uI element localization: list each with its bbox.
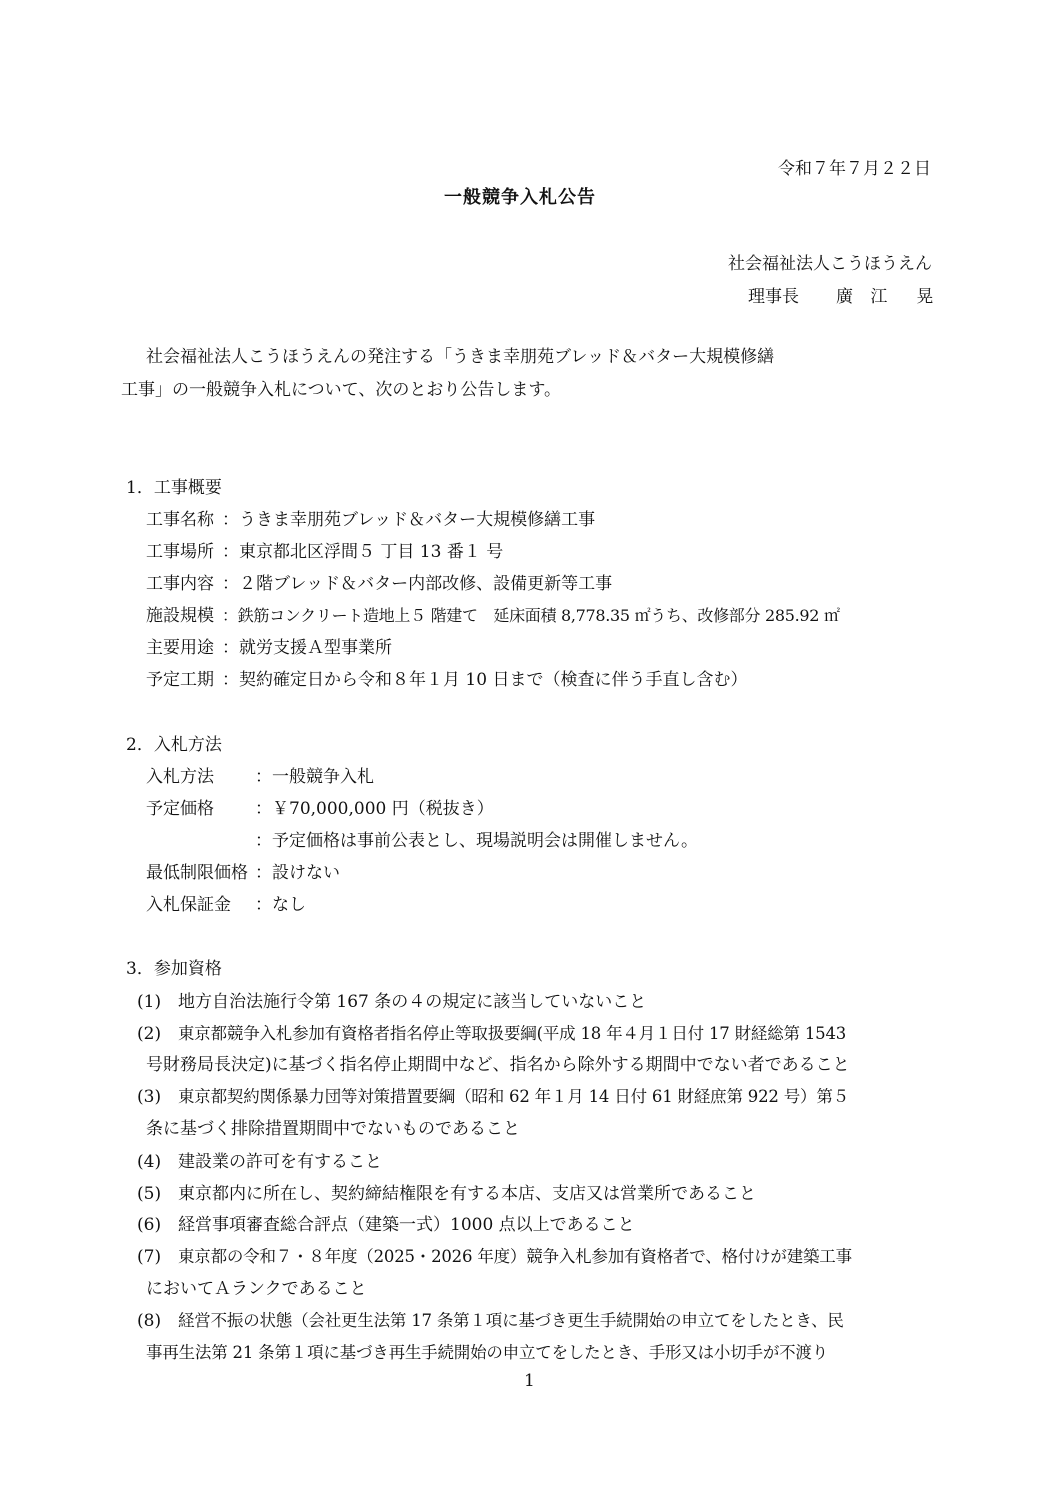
bid-label: 予定価格: [146, 799, 214, 819]
section-3-heading: 3．参加資格: [126, 959, 222, 979]
spec-label: 工事場所: [146, 542, 214, 562]
list-item: 東京都契約関係暴力団等対策措置要綱（昭和 62 年１月 14 日付 61 財経庶第 922 号）第５: [178, 1087, 849, 1106]
bid-label: 入札方法: [146, 767, 214, 787]
list-item: においてＡランクであること: [146, 1279, 367, 1299]
bid-value: ：設けない: [255, 863, 340, 883]
section-1-heading: 1．工事概要: [126, 478, 222, 498]
spec-label: 施設規模: [146, 606, 214, 626]
bid-value: ：なし: [255, 895, 306, 915]
bid-label: 最低制限価格: [146, 863, 248, 883]
list-item: 東京都内に所在し、契約締結権限を有する本店、支店又は営業所であること: [178, 1184, 756, 1204]
spec-value: ：契約確定日から令和８年１月 10 日まで（検査に伴う手直し含む）: [222, 670, 748, 690]
document-date: 令和７年７月２２日: [778, 159, 931, 179]
page-number: 1: [524, 1371, 535, 1391]
list-item: 建設業の許可を有すること: [178, 1152, 382, 1172]
list-item: 条に基づく排除措置期間中でないものであること: [146, 1119, 520, 1139]
spec-label: 工事名称: [146, 510, 214, 530]
spec-label: 工事内容: [146, 574, 214, 594]
item-number: (2): [137, 1024, 162, 1044]
issuer-organization: 社会福祉法人こうほうえん: [728, 254, 932, 274]
spec-value: ：鉄筋コンクリート造地上５ 階建て 延床面積 8,778.35 ㎡うち、改修部分 285.92 ㎡: [222, 606, 840, 625]
bid-value: ：一般競争入札: [255, 767, 374, 787]
spec-label: 予定工期: [146, 670, 214, 690]
list-item: 事再生法第 21 条第１項に基づき再生手続開始の申立てをしたとき、手形又は小切手が不渡り: [146, 1343, 829, 1362]
bid-value: ：予定価格は事前公表とし、現場説明会は開催しません。: [255, 831, 699, 851]
intro-line-1: 社会福祉法人こうほうえんの発注する「うきま幸朋苑ブレッド＆バター大規模修繕: [146, 347, 775, 367]
list-item: 経営事項審査総合評点（建築一式）1000 点以上であること: [178, 1215, 635, 1235]
list-item: 地方自治法施行令第 167 条の４の規定に該当していないこと: [178, 992, 647, 1012]
spec-value: ：就労支援Ａ型事業所: [222, 638, 392, 658]
list-item: 経営不振の状態（会社更生法第 17 条第１項に基づき更生手続開始の申立てをしたとき、民: [178, 1311, 844, 1330]
item-number: (6): [137, 1215, 162, 1235]
list-item: 号財務局長決定)に基づく指名停止期間中など、指名から除外する期間中でない者であること: [146, 1055, 850, 1075]
spec-value: ：東京都北区浮間５ 丁目 13 番１ 号: [222, 542, 504, 562]
document-title: 一般競争入札公告: [444, 187, 596, 208]
issuer-name: 廣 江 晃: [836, 287, 940, 307]
intro-line-2: 工事」の一般競争入札について、次のとおり公告します。: [121, 380, 561, 400]
section-2-heading: 2．入札方法: [126, 735, 222, 755]
item-number: (5): [137, 1184, 162, 1204]
item-number: (8): [137, 1311, 162, 1331]
issuer-role: 理事長: [748, 287, 799, 307]
list-item: 東京都の令和７・８年度（2025・2026 年度）競争入札参加有資格者で、格付けが建築工事: [178, 1247, 852, 1266]
list-item: 東京都競争入札参加有資格者指名停止等取扱要綱(平成 18 年４月１日付 17 財経総第 1543: [178, 1024, 847, 1043]
item-number: (7): [137, 1247, 162, 1267]
spec-label: 主要用途: [146, 638, 214, 658]
bid-label: 入札保証金: [146, 895, 231, 915]
spec-value: ：うきま幸朋苑ブレッド＆バター大規模修繕工事: [222, 510, 596, 530]
item-number: (4): [137, 1152, 162, 1172]
bid-value: ：￥70,000,000 円（税抜き）: [255, 799, 494, 819]
item-number: (1): [137, 992, 162, 1012]
spec-value: ：２階ブレッド＆バター内部改修、設備更新等工事: [222, 574, 613, 594]
item-number: (3): [137, 1087, 162, 1107]
